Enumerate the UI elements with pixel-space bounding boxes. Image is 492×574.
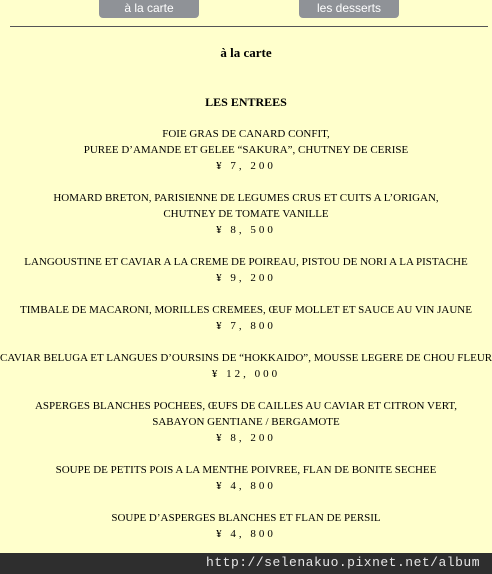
dish-description: SOUPE DE PETITS POIS A LA MENTHE POIVREE, FLAN DE BONITE SECHEE	[55, 464, 437, 476]
footer-bar	[0, 553, 492, 574]
dish-description: FOIE GRAS DE CANARD CONFIT,	[162, 128, 330, 140]
menu-content	[0, 27, 492, 542]
dish-price: ¥ 8, 500	[216, 224, 276, 236]
menu-item	[0, 254, 492, 286]
dish-description: ASPERGES BLANCHES POCHEES, ŒUFS DE CAILLES AU CAVIAR ET CITRON VERT,	[34, 400, 458, 412]
dish-description: HOMARD BRETON, PARISIENNE DE LEGUMES CRUS ET CUITS A L’ORIGAN,	[53, 192, 439, 204]
menu-item	[0, 398, 492, 446]
dish-description: CAVIAR BELUGA ET LANGUES D’OURSINS DE “HOKKAIDO”, MOUSSE LEGERE DE CHOU FLEUR	[0, 352, 492, 364]
dish-description: CHUTNEY DE TOMATE VANILLE	[163, 208, 329, 220]
dish-price: ¥ 4, 800	[216, 528, 276, 540]
dish-description: TIMBALE DE MACARONI, MORILLES CREMEES, ŒUF MOLLET ET SAUCE AU VIN JAUNE	[20, 304, 472, 316]
top-nav	[0, 0, 492, 27]
a-la-carte-button[interactable]: à la carte	[99, 0, 199, 18]
watermark-url: http://selenakuo.pixnet.net/album	[206, 555, 480, 570]
menu-item	[0, 126, 492, 174]
section-heading: LES ENTREES	[205, 95, 287, 109]
menu-item	[0, 350, 492, 382]
dish-description: SABAYON GENTIANE / BERGAMOTE	[152, 416, 340, 428]
menu-item	[0, 302, 492, 334]
menu-item	[0, 510, 492, 542]
desserts-button[interactable]: les desserts	[299, 0, 399, 18]
dish-description: PUREE D’AMANDE ET GELEE “SAKURA”, CHUTNEY DE CERISE	[83, 144, 409, 156]
dish-price: ¥ 7, 200	[216, 160, 276, 172]
menu-title: à la carte	[220, 45, 272, 60]
dish-description: LANGOUSTINE ET CAVIAR A LA CREME DE POIREAU, PISTOU DE NORI A LA PISTACHE	[24, 256, 468, 268]
menu-item	[0, 462, 492, 494]
dish-price: ¥ 8, 200	[216, 432, 276, 444]
dish-price: ¥ 4, 800	[216, 480, 276, 492]
menu-items	[0, 126, 492, 542]
dish-price: ¥ 7, 800	[216, 320, 276, 332]
dish-description: SOUPE D’ASPERGES BLANCHES ET FLAN DE PERSIL	[111, 512, 381, 524]
menu-item	[0, 190, 492, 238]
dish-price: ¥ 9, 200	[216, 272, 276, 284]
dish-price: ¥ 12, 000	[211, 368, 281, 380]
